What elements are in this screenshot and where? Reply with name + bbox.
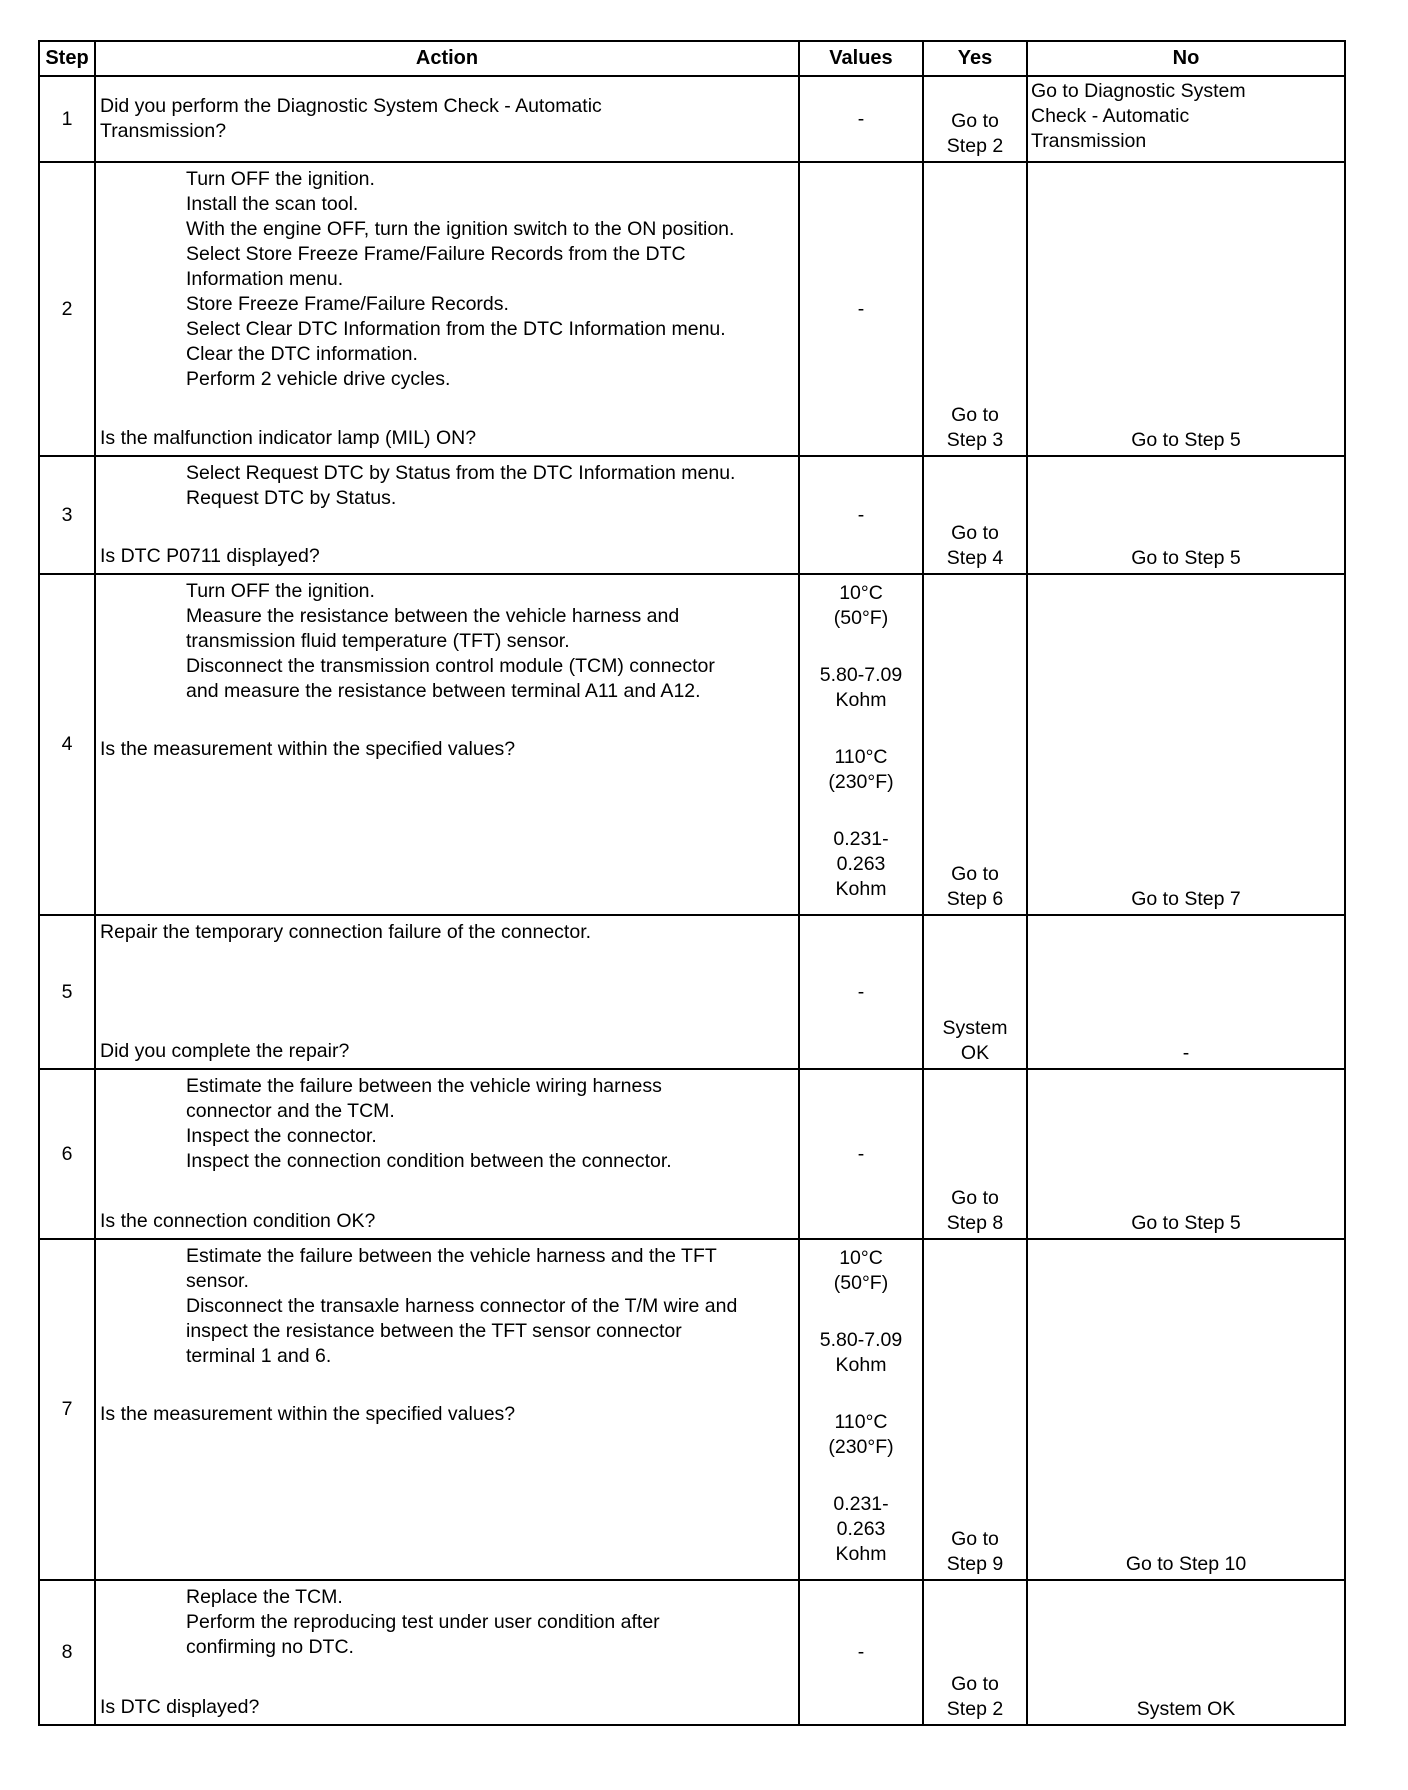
action-step: transmission fluid temperature (TFT) sensor. bbox=[186, 630, 570, 652]
table-row bbox=[39, 915, 1345, 1069]
action-step: Turn OFF the ignition. bbox=[186, 580, 375, 602]
yes-line: Step 3 bbox=[946, 429, 1004, 451]
table-row bbox=[39, 574, 1345, 915]
yes-cell bbox=[923, 1580, 1027, 1725]
yes-cell bbox=[923, 1239, 1027, 1580]
action-step: Select Clear DTC Information from the DTC Information menu. bbox=[186, 318, 726, 340]
diagnostic-table bbox=[38, 40, 1346, 1726]
value-resistance: Kohm bbox=[835, 689, 887, 711]
yes-line: System bbox=[942, 1017, 1008, 1039]
action-steps bbox=[100, 575, 794, 704]
step-number: 2 bbox=[39, 162, 95, 456]
action-steps bbox=[100, 1581, 794, 1660]
yes-line: Step 6 bbox=[946, 888, 1004, 910]
yes-cell bbox=[923, 1069, 1027, 1239]
action-step: Inspect the connection condition between the connector. bbox=[186, 1150, 672, 1172]
no-line: Go to Step 5 bbox=[1131, 429, 1241, 451]
action-step: Measure the resistance between the vehicle harness and bbox=[186, 605, 680, 627]
value-temp: (50°F) bbox=[833, 607, 889, 629]
value-resistance: 0.263 bbox=[836, 853, 886, 875]
action-text: Did you perform the Diagnostic System Check - Automatic Transmission? bbox=[100, 95, 602, 142]
yes-line: Go to bbox=[951, 404, 999, 426]
header-row bbox=[39, 41, 1345, 76]
action-step: Inspect the connector. bbox=[186, 1125, 377, 1147]
action-question: Is the measurement within the specified values? bbox=[100, 738, 516, 760]
value-temp: (230°F) bbox=[828, 771, 894, 793]
table-row bbox=[39, 1580, 1345, 1725]
yes-cell bbox=[923, 76, 1027, 162]
value-resistance: 5.80-7.09 bbox=[819, 664, 903, 686]
yes-line: Go to bbox=[951, 522, 999, 544]
no-line: Go to Step 10 bbox=[1125, 1553, 1247, 1575]
step-number: 8 bbox=[39, 1580, 95, 1725]
action-steps bbox=[100, 457, 794, 511]
no-cell bbox=[1027, 162, 1345, 456]
yes-line: OK bbox=[960, 1042, 990, 1064]
value-resistance: Kohm bbox=[835, 1543, 887, 1565]
action-text: Repair the temporary connection failure of the connector. bbox=[100, 921, 592, 943]
no-line: Go to Step 5 bbox=[1131, 1212, 1241, 1234]
header-no: No bbox=[1027, 41, 1345, 76]
no-line: Transmission bbox=[1031, 130, 1147, 152]
action-step: Turn OFF the ignition. bbox=[186, 168, 375, 190]
values-cell: - bbox=[799, 162, 923, 456]
step-number: 3 bbox=[39, 456, 95, 574]
yes-cell bbox=[923, 162, 1027, 456]
yes-line: Go to bbox=[951, 1528, 999, 1550]
no-cell bbox=[1027, 456, 1345, 574]
step-number: 5 bbox=[39, 915, 95, 1069]
action-step: connector and the TCM. bbox=[186, 1100, 395, 1122]
value-temp: 10°C bbox=[839, 1247, 883, 1269]
action-question: Is the measurement within the specified values? bbox=[100, 1403, 516, 1425]
values-cell: - bbox=[799, 456, 923, 574]
no-line: Go to Diagnostic System bbox=[1031, 80, 1246, 102]
value-temp: 110°C bbox=[834, 1411, 888, 1433]
step-number: 4 bbox=[39, 574, 95, 915]
action-step: Request DTC by Status. bbox=[186, 487, 397, 509]
action-cell bbox=[95, 162, 799, 456]
value-temp: 10°C bbox=[839, 582, 883, 604]
yes-line: Step 2 bbox=[946, 135, 1004, 157]
yes-line: Go to bbox=[951, 863, 999, 885]
action-cell bbox=[95, 1069, 799, 1239]
header-yes: Yes bbox=[923, 41, 1027, 76]
no-cell bbox=[1027, 1069, 1345, 1239]
no-line: - bbox=[1182, 1042, 1190, 1064]
values-cell bbox=[799, 1239, 923, 1580]
values-cell bbox=[799, 574, 923, 915]
action-step: Perform 2 vehicle drive cycles. bbox=[186, 368, 451, 390]
action-step: Select Request DTC by Status from the DTC Information menu. bbox=[186, 462, 736, 484]
no-cell bbox=[1027, 1239, 1345, 1580]
yes-cell bbox=[923, 574, 1027, 915]
yes-cell bbox=[923, 915, 1027, 1069]
no-line: Go to Step 7 bbox=[1131, 888, 1241, 910]
action-step: Clear the DTC information. bbox=[186, 343, 418, 365]
step-number: 6 bbox=[39, 1069, 95, 1239]
action-step: inspect the resistance between the TFT sensor connector bbox=[186, 1320, 682, 1342]
yes-line: Go to bbox=[951, 110, 999, 132]
values-cell: - bbox=[799, 1069, 923, 1239]
header-step: Step bbox=[39, 41, 95, 76]
value-temp: (230°F) bbox=[828, 1436, 894, 1458]
value-resistance: 0.231- bbox=[833, 828, 889, 850]
no-cell bbox=[1027, 915, 1345, 1069]
yes-line: Step 9 bbox=[946, 1553, 1004, 1575]
action-steps bbox=[100, 1070, 794, 1174]
step-number: 1 bbox=[39, 76, 95, 162]
action-question: Is DTC displayed? bbox=[100, 1696, 260, 1718]
value-temp: 110°C bbox=[834, 746, 888, 768]
value-resistance: 5.80-7.09 bbox=[819, 1329, 903, 1351]
action-question: Is DTC P0711 displayed? bbox=[100, 545, 320, 567]
table-row bbox=[39, 1069, 1345, 1239]
values-cell: - bbox=[799, 1580, 923, 1725]
table-row bbox=[39, 162, 1345, 456]
yes-line: Step 2 bbox=[946, 1698, 1004, 1720]
table-row bbox=[39, 1239, 1345, 1580]
action-step: Replace the TCM. bbox=[186, 1586, 343, 1608]
no-cell bbox=[1027, 76, 1345, 162]
action-step: sensor. bbox=[186, 1270, 249, 1292]
action-step: and measure the resistance between terminal A11 and A12. bbox=[186, 680, 701, 702]
value-resistance: 0.231- bbox=[833, 1493, 889, 1515]
value-resistance: Kohm bbox=[835, 878, 887, 900]
table-row bbox=[39, 456, 1345, 574]
action-step: With the engine OFF, turn the ignition switch to the ON position. bbox=[186, 218, 735, 240]
no-line: System OK bbox=[1136, 1698, 1236, 1720]
action-cell bbox=[95, 1239, 799, 1580]
action-step: Select Store Freeze Frame/Failure Records from the DTC bbox=[186, 243, 686, 265]
header-action: Action bbox=[95, 41, 799, 76]
action-question: Is the connection condition OK? bbox=[100, 1210, 376, 1232]
action-step: Disconnect the transmission control module (TCM) connector bbox=[186, 655, 715, 677]
yes-line: Go to bbox=[951, 1673, 999, 1695]
yes-cell bbox=[923, 456, 1027, 574]
action-cell bbox=[95, 574, 799, 915]
action-cell bbox=[95, 1580, 799, 1725]
action-step: confirming no DTC. bbox=[186, 1636, 354, 1658]
values-cell: - bbox=[799, 915, 923, 1069]
action-step: Estimate the failure between the vehicle wiring harness bbox=[186, 1075, 662, 1097]
no-cell bbox=[1027, 574, 1345, 915]
action-step: terminal 1 and 6. bbox=[186, 1345, 332, 1367]
no-cell bbox=[1027, 1580, 1345, 1725]
header-values: Values bbox=[799, 41, 923, 76]
action-cell bbox=[95, 915, 799, 1069]
action-question: Is the malfunction indicator lamp (MIL) ON? bbox=[100, 427, 477, 449]
action-steps bbox=[100, 1240, 794, 1369]
yes-line: Go to bbox=[951, 1187, 999, 1209]
no-line: Check - Automatic bbox=[1031, 105, 1190, 127]
yes-line: Step 4 bbox=[946, 547, 1004, 569]
step-number: 7 bbox=[39, 1239, 95, 1580]
action-cell bbox=[95, 456, 799, 574]
action-cell bbox=[95, 76, 799, 162]
value-resistance: 0.263 bbox=[836, 1518, 886, 1540]
no-line: Go to Step 5 bbox=[1131, 547, 1241, 569]
table-row bbox=[39, 76, 1345, 162]
action-step: Store Freeze Frame/Failure Records. bbox=[186, 293, 509, 315]
action-question: Did you complete the repair? bbox=[100, 1040, 350, 1062]
value-resistance: Kohm bbox=[835, 1354, 887, 1376]
action-step: Install the scan tool. bbox=[186, 193, 359, 215]
yes-line: Step 8 bbox=[946, 1212, 1004, 1234]
action-step: Estimate the failure between the vehicle harness and the TFT bbox=[186, 1245, 717, 1267]
action-step: Perform the reproducing test under user condition after bbox=[186, 1611, 660, 1633]
action-steps bbox=[100, 163, 794, 392]
action-step: Information menu. bbox=[186, 268, 344, 290]
values-cell: - bbox=[799, 76, 923, 162]
action-step: Disconnect the transaxle harness connector of the T/M wire and bbox=[186, 1295, 738, 1317]
value-temp: (50°F) bbox=[833, 1272, 889, 1294]
